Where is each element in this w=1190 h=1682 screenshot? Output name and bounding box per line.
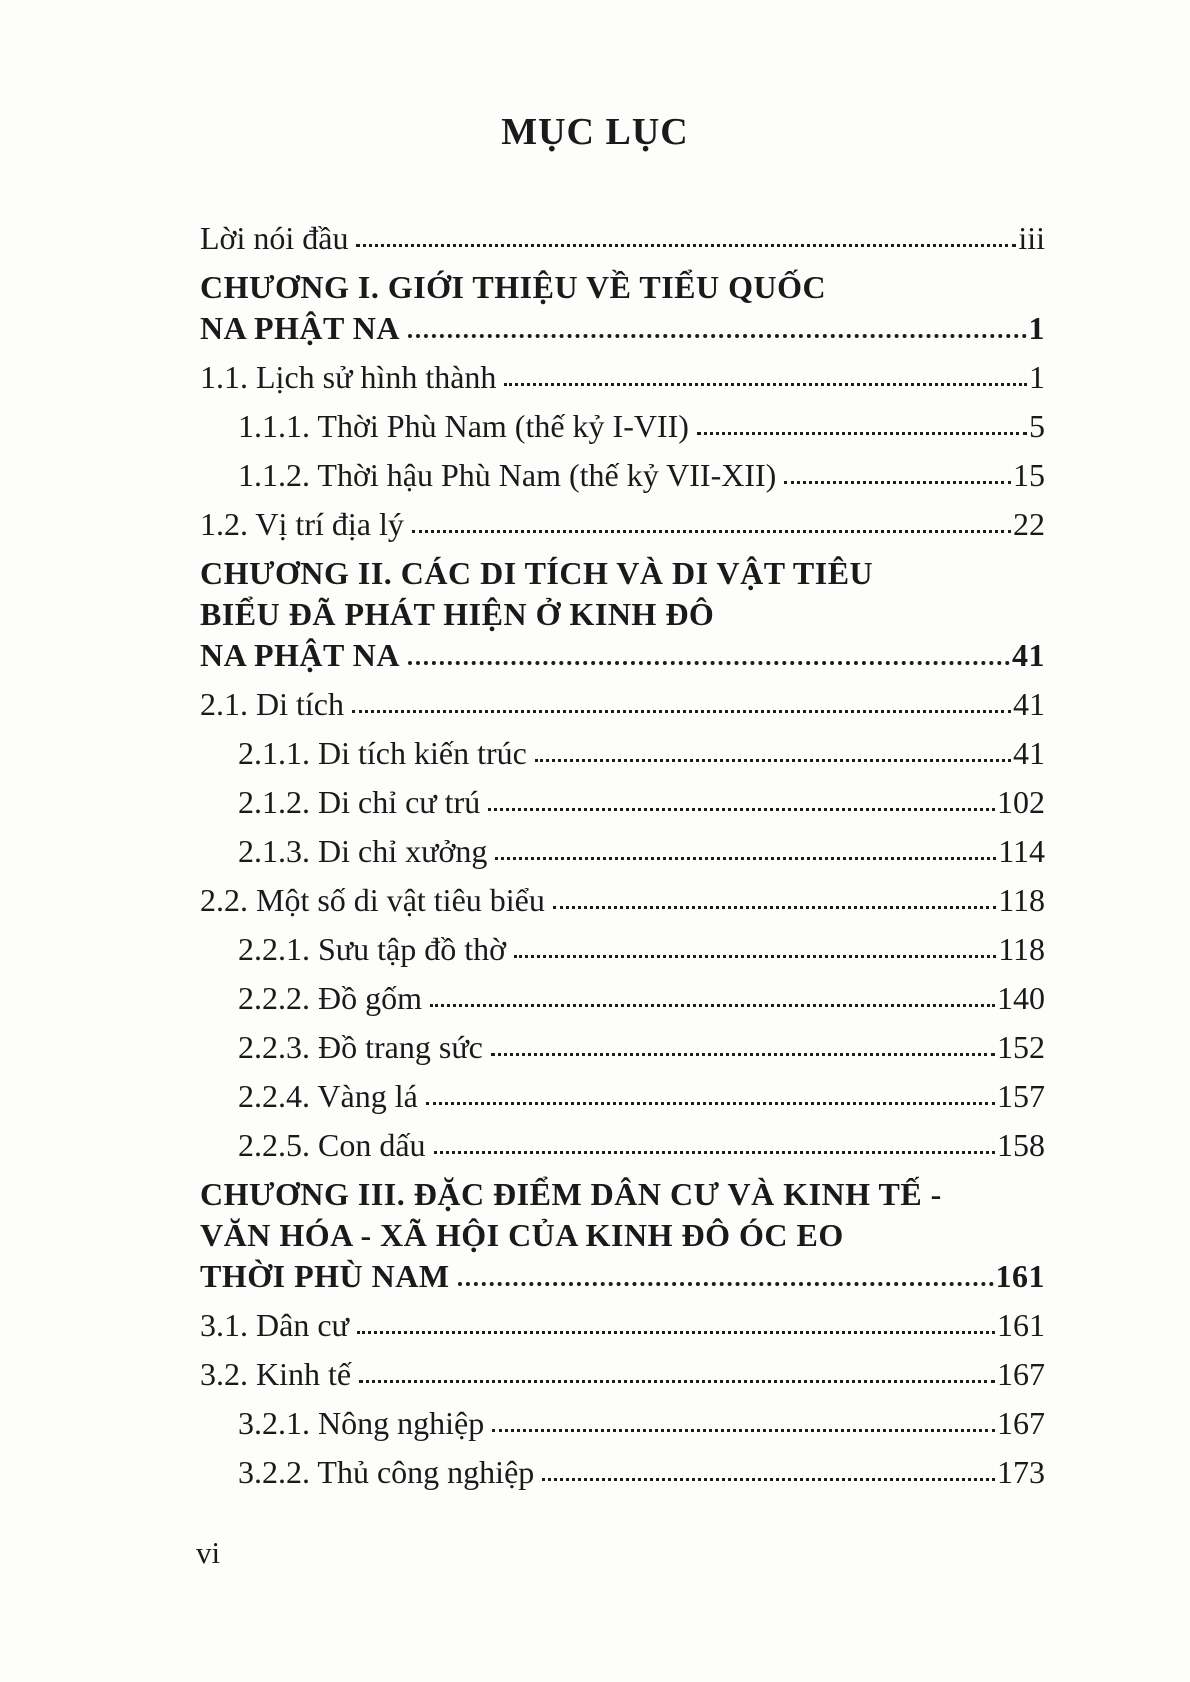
dot-leader: [430, 1004, 995, 1007]
toc-entry-label: 1.2. Vị trí địa lý: [200, 506, 404, 542]
toc-entry: [200, 1308, 1045, 1342]
toc-entry: [200, 981, 1045, 1015]
dot-leader: [553, 906, 996, 909]
toc-entry-label: 2.1.1. Di tích kiến trúc: [238, 735, 527, 771]
toc-entry-page: 152: [997, 1029, 1045, 1065]
toc-entry: [200, 638, 1045, 672]
toc-entry-page: 118: [998, 931, 1045, 967]
toc-entry-page: 157: [997, 1078, 1045, 1114]
toc-entry-page: 158: [997, 1127, 1045, 1163]
toc-entry-label: 2.1.3. Di chỉ xưởng: [238, 833, 488, 869]
toc-entry: [200, 597, 1045, 631]
dot-leader: [697, 432, 1027, 435]
toc-entry-label: 2.1.2. Di chỉ cư trú: [238, 784, 481, 820]
dot-leader: [408, 661, 1010, 665]
dot-leader: [408, 334, 1027, 338]
toc-entry-label: CHƯƠNG II. CÁC DI TÍCH VÀ DI VẬT TIÊU: [200, 555, 874, 591]
toc-entry-label: 2.1. Di tích: [200, 686, 344, 722]
toc-entry-page: 102: [997, 784, 1045, 820]
toc-entry: [200, 1218, 1045, 1252]
toc-entry-page: 173: [997, 1454, 1045, 1490]
toc-entry-label: 3.2.2. Thủ công nghiệp: [238, 1454, 535, 1490]
toc-entry: [200, 221, 1045, 255]
toc-entry-label: 2.2.3. Đồ trang sức: [238, 1029, 483, 1065]
toc-entry: [200, 556, 1045, 590]
toc-entry-page: 140: [997, 980, 1045, 1016]
page-title: MỤC LỤC: [501, 111, 689, 153]
dot-leader: [492, 1429, 995, 1432]
footer-page-number: vi: [196, 1535, 221, 1570]
toc-entry-label: 3.1. Dân cư: [200, 1307, 349, 1343]
toc-entry-page: 41: [1012, 637, 1045, 673]
toc-entry-page: 114: [998, 833, 1045, 869]
toc-entry-page: 161: [995, 1258, 1045, 1294]
toc-entry: [200, 311, 1045, 345]
toc-list: [200, 221, 1045, 1504]
toc-entry: [200, 1177, 1045, 1211]
toc-entry: [200, 736, 1045, 770]
toc-entry: [200, 1406, 1045, 1440]
dot-leader: [504, 383, 1027, 386]
dot-leader: [488, 808, 995, 811]
dot-leader: [357, 1331, 995, 1334]
toc-entry-page: 5: [1029, 408, 1045, 444]
toc-entry-label: CHƯƠNG III. ĐẶC ĐIỂM DÂN CƯ VÀ KINH TẾ -: [200, 1176, 942, 1212]
toc-entry-label: NA PHẬT NA: [200, 310, 400, 346]
dot-leader: [514, 955, 996, 958]
toc-entry-label: 1.1.2. Thời hậu Phù Nam (thế kỷ VII-XII): [238, 457, 777, 493]
toc-entry-page: 41: [1013, 686, 1045, 722]
toc-entry-page: 118: [998, 882, 1045, 918]
toc-entry: [200, 270, 1045, 304]
toc-entry-label: 2.2.4. Vàng lá: [238, 1078, 418, 1114]
toc-entry-page: 167: [997, 1405, 1045, 1441]
toc-entry: [200, 834, 1045, 868]
toc-entry-label: 2.2.2. Đồ gốm: [238, 980, 422, 1016]
toc-entry-label: CHƯƠNG I. GIỚI THIỆU VỀ TIỂU QUỐC: [200, 269, 827, 305]
dot-leader: [495, 857, 996, 860]
dot-leader: [491, 1053, 995, 1056]
toc-entry: [200, 932, 1045, 966]
toc-entry-page: 41: [1013, 735, 1045, 771]
dot-leader: [458, 1282, 994, 1286]
toc-entry-label: 3.2.1. Nông nghiệp: [238, 1405, 485, 1441]
toc-entry-page: 1: [1029, 359, 1045, 395]
toc-entry-page: 167: [997, 1356, 1045, 1392]
toc-entry-page: 161: [997, 1307, 1045, 1343]
toc-entry-label: 2.2. Một số di vật tiêu biểu: [200, 882, 545, 918]
toc-entry-page: 22: [1013, 506, 1045, 542]
toc-entry: [200, 458, 1045, 492]
toc-entry-label: 1.1.1. Thời Phù Nam (thế kỷ I-VII): [238, 408, 689, 444]
dot-leader: [434, 1151, 995, 1154]
toc-entry: [200, 1128, 1045, 1162]
toc-entry: [200, 883, 1045, 917]
toc-entry-label: 1.1. Lịch sử hình thành: [200, 359, 497, 395]
toc-entry-label: VĂN HÓA - XÃ HỘI CỦA KINH ĐÔ ÓC EO: [200, 1217, 844, 1253]
dot-leader: [359, 1380, 995, 1383]
toc-entry: [200, 1357, 1045, 1391]
dot-leader: [784, 481, 1011, 484]
toc-entry-label: THỜI PHÙ NAM: [200, 1258, 450, 1294]
toc-entry: [200, 687, 1045, 721]
toc-entry: [200, 409, 1045, 443]
toc-entry: [200, 507, 1045, 541]
toc-entry: [200, 1455, 1045, 1489]
toc-entry: [200, 360, 1045, 394]
dot-leader: [412, 530, 1011, 533]
dot-leader: [426, 1102, 995, 1105]
dot-leader: [356, 244, 1016, 247]
toc-entry: [200, 1079, 1045, 1113]
toc-entry-label: BIỂU ĐÃ PHÁT HIỆN Ở KINH ĐÔ: [200, 596, 715, 632]
toc-entry-label: 3.2. Kinh tế: [200, 1356, 352, 1392]
toc-entry-label: NA PHẬT NA: [200, 637, 400, 673]
dot-leader: [535, 759, 1011, 762]
toc-entry-label: 2.2.1. Sưu tập đồ thờ: [238, 931, 507, 967]
toc-entry-label: Lời nói đầu: [200, 220, 349, 256]
toc-entry: [200, 1259, 1045, 1293]
toc-entry-page: 15: [1013, 457, 1045, 493]
toc-entry-label: 2.2.5. Con dấu: [238, 1127, 426, 1163]
toc-entry-page: iii: [1018, 220, 1045, 256]
toc-entry-page: 1: [1028, 310, 1045, 346]
dot-leader: [542, 1478, 995, 1481]
toc-entry: [200, 785, 1045, 819]
toc-entry: [200, 1030, 1045, 1064]
dot-leader: [352, 710, 1011, 713]
